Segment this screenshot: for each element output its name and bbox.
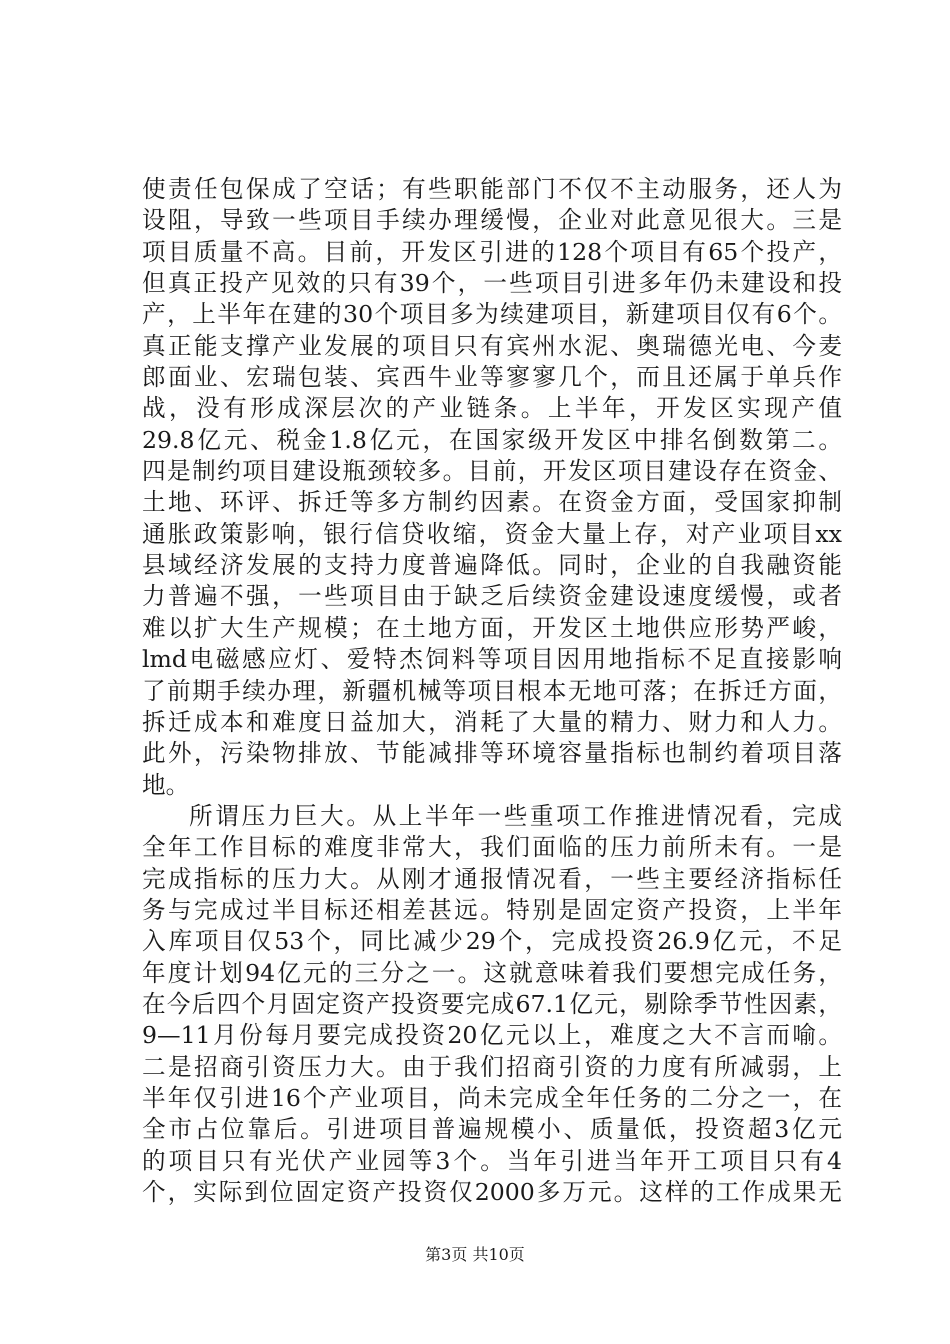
paragraph-first-line: 所谓压力巨大。从上半年一些重项工作推进情况看，完成 bbox=[189, 801, 842, 830]
text-line: 四是制约项目建设瓶颈较多。目前，开发区项目建设存在资金、 bbox=[142, 457, 842, 486]
text-line: 战，没有形成深层次的产业链条。上半年，开发区实现产值 bbox=[142, 394, 842, 423]
text-line: 通胀政策影响，银行信贷收缩，资金大量上存，对产业项目xx bbox=[142, 519, 842, 548]
text-line: 了前期手续办理，新疆机械等项目根本无地可落；在拆迁方面， bbox=[142, 676, 842, 705]
text-line: 使责任包保成了空话；有些职能部门不仅不主动服务，还人为 bbox=[142, 175, 842, 203]
text-line: 二是招商引资压力大。由于我们招商引资的力度有所减弱，上 bbox=[142, 1052, 842, 1081]
text-line: 29.8亿元、税金1.8亿元，在国家级开发区中排名倒数第二。 bbox=[142, 425, 842, 454]
text-line: 力普遍不强，一些项目由于缺乏后续资金建设速度缓慢，或者 bbox=[142, 582, 842, 611]
text-line: 此外，污染物排放、节能减排等环境容量指标也制约着项目落 bbox=[142, 739, 842, 768]
page-number-label: 第3页 共10页 bbox=[425, 1245, 525, 1264]
text-line: 难以扩大生产规模；在土地方面，开发区土地供应形势严峻， bbox=[142, 613, 842, 642]
text-line: 地。 bbox=[142, 770, 190, 799]
text-line: 半年仅引进16个产业项目，尚未完成全年任务的二分之一，在 bbox=[142, 1083, 842, 1112]
text-line: 全年工作目标的难度非常大，我们面临的压力前所未有。一是 bbox=[142, 833, 842, 862]
text-line: 的项目只有光伏产业园等3个。当年引进当年开工项目只有4 bbox=[142, 1146, 842, 1175]
text-line: 拆迁成本和难度日益加大，消耗了大量的精力、财力和人力。 bbox=[142, 707, 842, 736]
text-line: lmd电磁感应灯、爱特杰饲料等项目因用地指标不足直接影响 bbox=[142, 645, 842, 674]
text-line: 入库项目仅53个，同比减少29个，完成投资26.9亿元，不足 bbox=[142, 927, 842, 956]
page-footer bbox=[0, 1245, 950, 1265]
text-line: 真正能支撑产业发展的项目只有宾州水泥、奥瑞德光电、今麦 bbox=[142, 331, 842, 360]
text-line: 务与完成过半目标还相差甚远。特别是固定资产投资，上半年 bbox=[142, 895, 842, 924]
text-line: 郎面业、宏瑞包装、宾西牛业等寥寥几个，而且还属于单兵作 bbox=[142, 363, 842, 392]
text-line: 产，上半年在建的30个项目多为续建项目，新建项目仅有6个。 bbox=[142, 300, 842, 329]
text-line: 在今后四个月固定资产投资要完成67.1亿元，剔除季节性因素， bbox=[142, 989, 842, 1018]
text-line: 县域经济发展的支持力度普遍降低。同时，企业的自我融资能 bbox=[142, 551, 842, 580]
text-line: 个，实际到位固定资产投资仅2000多万元。这样的工作成果无 bbox=[142, 1178, 842, 1206]
text-line: 全市占位靠后。引进项目普遍规模小、质量低，投资超3亿元 bbox=[142, 1115, 842, 1144]
text-line: 土地、环评、拆迁等多方制约因素。在资金方面，受国家抑制 bbox=[142, 488, 842, 517]
text-line: 项目质量不高。目前，开发区引进的128个项目有65个投产， bbox=[142, 237, 842, 266]
body-text bbox=[142, 174, 842, 1208]
text-line: 完成指标的压力大。从刚才通报情况看，一些主要经济指标任 bbox=[142, 864, 842, 893]
text-line: 但真正投产见效的只有39个，一些项目引进多年仍未建设和投 bbox=[142, 269, 842, 298]
text-line: 9—11月份每月要完成投资20亿元以上，难度之大不言而喻。 bbox=[142, 1021, 842, 1050]
text-line: 设阻，导致一些项目手续办理缓慢，企业对此意见很大。三是 bbox=[142, 206, 842, 235]
text-line: 年度计划94亿元的三分之一。这就意味着我们要想完成任务， bbox=[142, 958, 842, 987]
